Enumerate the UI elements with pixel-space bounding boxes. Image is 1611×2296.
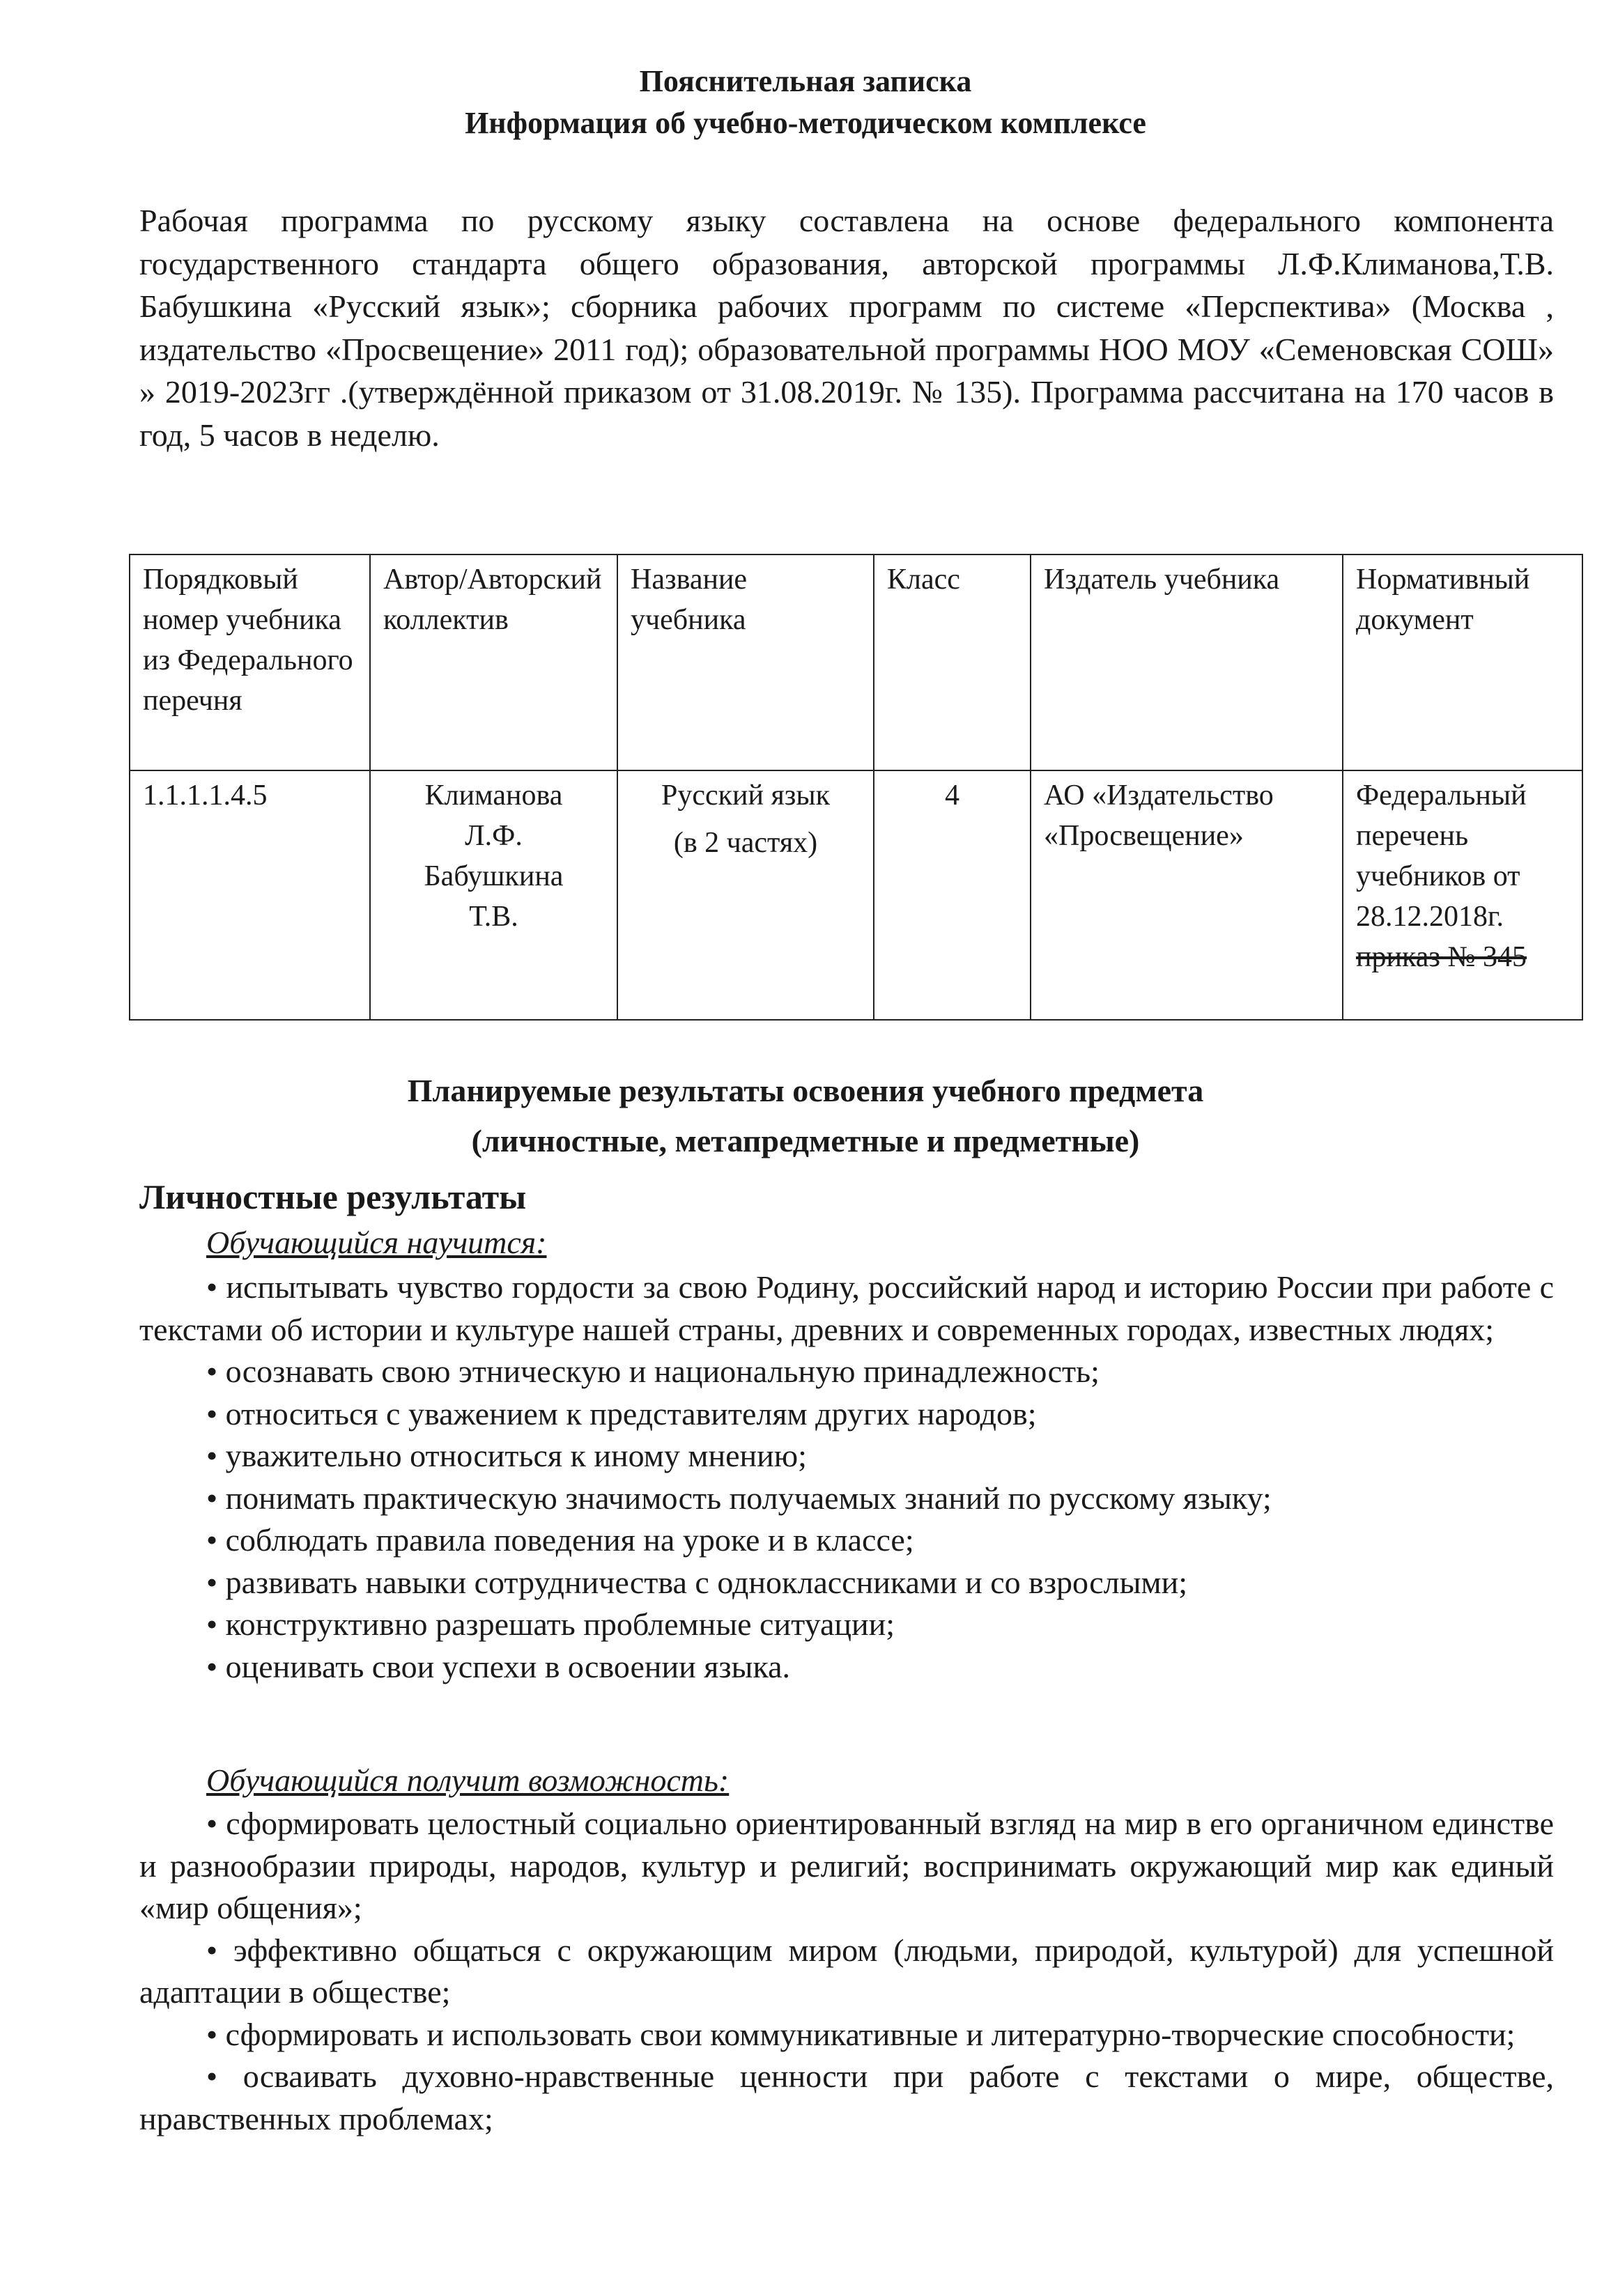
table-header-row — [130, 554, 1582, 770]
author-line: Климанова — [424, 779, 563, 812]
learns-list — [139, 1266, 1554, 1688]
document-title: Пояснительная записка — [639, 64, 972, 98]
author-line: Бабушкина — [424, 860, 564, 892]
personal-results-heading: Личностные результаты — [139, 1177, 527, 1216]
author-line: Л.Ф. — [465, 820, 523, 852]
header-document: Нормативный документ — [1343, 554, 1582, 770]
header-number: Порядковый номер учебника из Федерального перечня — [130, 554, 370, 770]
list-item: • сформировать и использовать свои коммуникативные и литературно-творческие способности; — [206, 2016, 1516, 2052]
list-item: • осваивать духовно-нравственные ценности при работе с текстами о мире, обществе, нравственных проблемах; — [139, 2058, 1554, 2136]
cell-document — [1343, 770, 1582, 1020]
textbook-table — [129, 554, 1583, 1021]
list-item: • испытывать чувство гордости за свою Родину, российский народ и историю России при работе с текстами об истории и культуре нашей страны, древних и современных городах, известных людях; — [139, 1269, 1554, 1347]
list-item: • развивать навыки сотрудничества с одноклассниками и со взрослыми; — [206, 1564, 1187, 1600]
header-title: Название учебника — [617, 554, 874, 770]
document-text: Федеральный перечень учебников от 28.12.2018г. — [1356, 779, 1527, 933]
list-item: • уважительно относиться к иному мнению; — [206, 1438, 807, 1473]
intro-paragraph: Рабочая программа по русскому языку составлена на основе федерального компонента государственного стандарта общего образования, авторской программы Л.Ф.Климанова,Т.В. Бабушкина «Русский язык»; сборника рабочих программ по системе «Перспектива» (Москва , издательство «Просвещение» 2011 год); образовательной программы НОО МОУ «Семеновская СОШ» » 2019-2023гг .(утверждённой приказом от 31.08.2019г. № 135). Программа рассчитана на 170 часов в год, 5 часов в неделю. — [139, 203, 1554, 453]
table-row — [130, 770, 1582, 1020]
list-item: • оценивать свои успехи в освоении языка. — [206, 1648, 791, 1684]
document-subtitle: Информация об учебно-методическом комплексе — [465, 106, 1146, 140]
header-grade: Класс — [874, 554, 1031, 770]
list-item: • понимать практическую значимость получаемых знаний по русскому языку; — [206, 1480, 1272, 1516]
opportunity-heading: Обучающийся получит возможность: — [206, 1762, 730, 1798]
header-publisher: Издатель учебника — [1031, 554, 1343, 770]
cell-title — [617, 770, 874, 1020]
title-line: (в 2 частях) — [673, 827, 818, 859]
list-item: • эффективно общаться с окружающим миром (людьми, природой, культурой) для успешной адаптации в обществе; — [139, 1932, 1554, 2010]
title-line: Русский язык — [661, 779, 831, 812]
list-item: • соблюдать правила поведения на уроке и в классе; — [206, 1522, 914, 1558]
document-order: приказ № 345 — [1356, 941, 1527, 973]
cell-grade: 4 — [874, 770, 1031, 1020]
list-item: • относиться с уважением к представителям других народов; — [206, 1395, 1037, 1432]
list-item: • сформировать целостный социально ориентированный взгляд на мир в его органичном единстве и разнообразии природы, народов, культур и религий; воспринимать окружающий мир как единый «мир общения»; — [139, 1806, 1554, 1925]
cell-number: 1.1.1.1.4.5 — [130, 770, 370, 1020]
cell-publisher: АО «Издательство «Просвещение» — [1031, 770, 1343, 1020]
opportunity-list — [139, 1803, 1554, 2140]
results-subtitle: (личностные, метапредметные и предметные) — [471, 1123, 1140, 1158]
results-title: Планируемые результаты освоения учебного предмета — [407, 1073, 1204, 1108]
learns-heading: Обучающийся научится: — [206, 1225, 547, 1260]
header-author: Автор/Авторский коллектив — [370, 554, 617, 770]
cell-author — [370, 770, 617, 1020]
author-line: Т.В. — [469, 901, 518, 933]
list-item: • осознавать свою этническую и национальную принадлежность; — [206, 1353, 1100, 1389]
list-item: • конструктивно разрешать проблемные ситуации; — [206, 1606, 895, 1642]
